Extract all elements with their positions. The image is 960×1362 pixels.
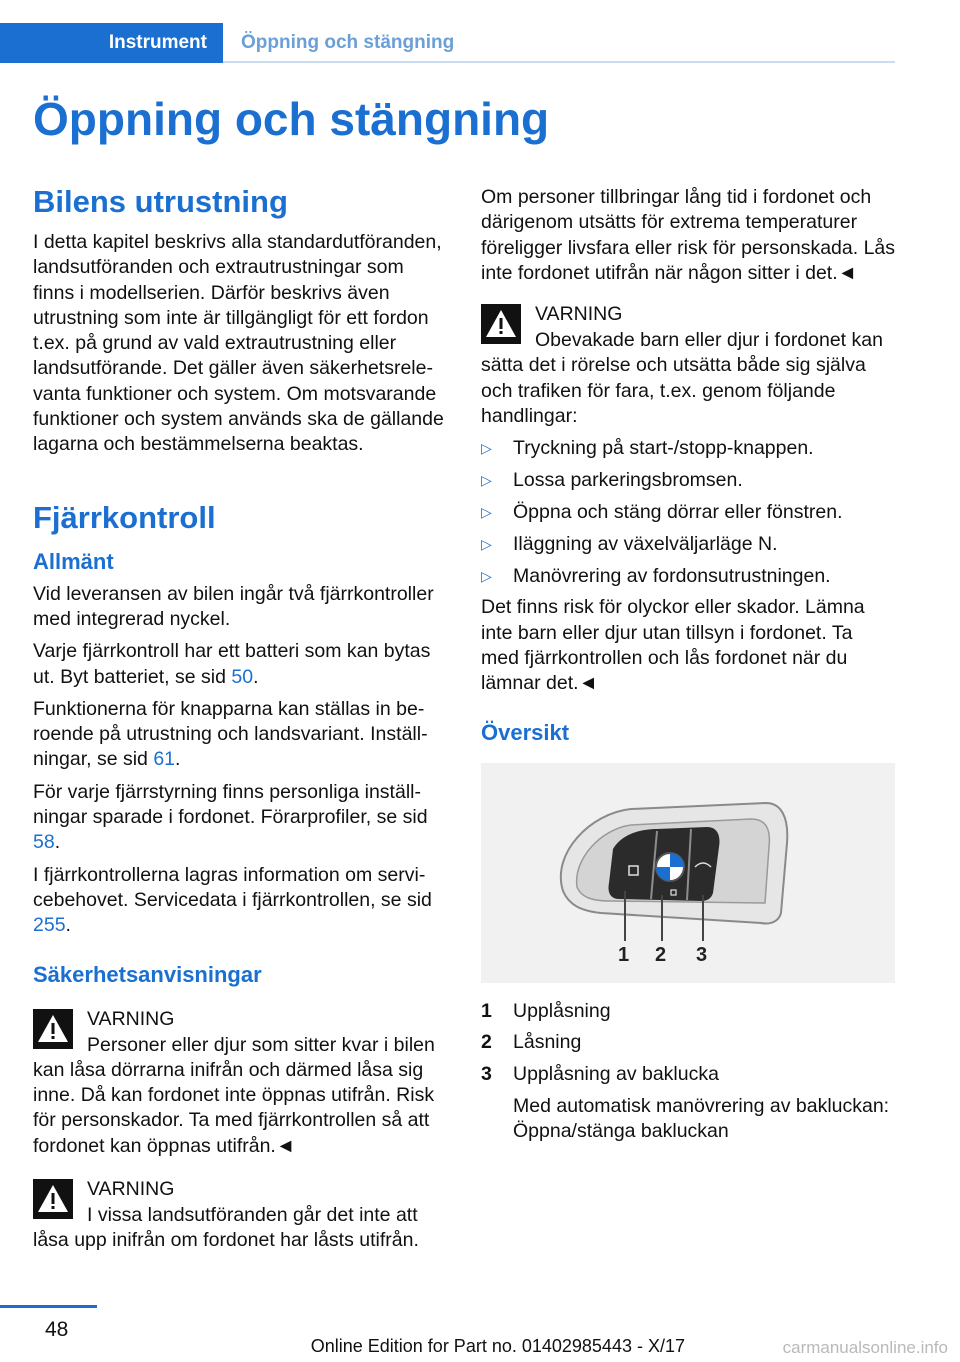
figure-label-3: 3 bbox=[696, 943, 708, 966]
footer-accent-line bbox=[0, 1305, 97, 1308]
edition-note: Online Edition for Part no. 01402985443 - X/17 bbox=[310, 1336, 685, 1356]
warning-triangle-icon bbox=[33, 1179, 73, 1219]
header-tabbar bbox=[0, 23, 895, 63]
paragraph-continued-warning: Om personer tillbringar lång tid i fordonet och därigenom utsätts för extrema temperaturer föreligger livsfara eller risk för personskada. Lås inte fordonet utifrån när någon sitter i det.◄ bbox=[481, 186, 896, 284]
page-title: Öppning och stängning bbox=[33, 93, 550, 145]
legend-item: 2 Låsning bbox=[481, 1031, 582, 1054]
warning-block-1 bbox=[33, 1007, 445, 1159]
warning-label: VARNING bbox=[87, 1178, 175, 1201]
triangle-bullet-icon: ▷ bbox=[481, 472, 492, 489]
paragraph-risk: Det finns risk för olyckor eller skador. Lämna inte barn eller djur utan tillsyn i fordonet. Ta med fjärrkontrollen och lås fordonet när du lämnar det.◄ bbox=[481, 596, 865, 695]
subheading-safety: Säkerhetsanvisningar bbox=[33, 961, 262, 987]
paragraph-profiles: För varje fjärrstyrning finns personliga inställningar sparade i fordonet. Förarprofiler, se sid 58. bbox=[33, 780, 428, 854]
list-item: ▷ Tryckning på start-/stopp-knappen. bbox=[481, 436, 895, 461]
warning-text: Personer eller djur som sitter kvar i bilen kan låsa dörrarna inifrån och därmed låsa sig inne. Då kan fordonet inte öppnas utifrån. Risk för personskador. Ta med fjärrkontrollen så att fordonet kan öppnas utifrån.◄ bbox=[33, 1033, 435, 1157]
legend-item: 3 Upplåsning av baklucka bbox=[481, 1063, 719, 1086]
section-heading-equipment: Bilens utrustning bbox=[33, 184, 288, 219]
equipment-paragraph: I detta kapitel beskrivs alla standardutföranden, landsutföranden och extrautrustningar som finns i modellserien. Därför beskrivs även utrustning som inte är tillgängligt för ett fordon t.ex. på grund av vald extrautrustning eller landsutförande. Det gäller även säkerhetsrelevanta funktioner och system. Om motsvarande funktioner och system används ska de gällande lagarna och bestämmelserna beaktas. bbox=[33, 231, 444, 456]
figure-label-2: 2 bbox=[655, 943, 667, 966]
legend-subtext: Med automatisk manövrering av bakluckan: Öppna/stänga bakluckan bbox=[513, 1094, 890, 1143]
tab-opening-closing[interactable]: Öppning och stängning bbox=[241, 32, 455, 53]
watermark: carmanualsonline.info bbox=[782, 1338, 948, 1357]
warning-block-3 bbox=[481, 302, 895, 429]
page-link-58[interactable]: 58 bbox=[33, 831, 55, 854]
left-column bbox=[33, 182, 445, 1261]
triangle-bullet-icon: ▷ bbox=[481, 503, 492, 520]
figure-legend bbox=[481, 999, 895, 1088]
paragraph-functions: Funktionerna för knapparna kan ställas in beroende på utrustning och landsvariant. Inställningar, se sid 61. bbox=[33, 697, 428, 771]
tab-underline bbox=[223, 61, 895, 63]
section-heading-remote: Fjärrkontroll bbox=[33, 499, 216, 535]
page-number: 48 bbox=[45, 1318, 69, 1341]
legend-item: 1 Upplåsning bbox=[481, 999, 611, 1022]
warning-text: I vissa landsutföranden går det inte att låsa upp inifrån om fordonet har låsts utifrån. bbox=[33, 1204, 419, 1252]
triangle-bullet-icon: ▷ bbox=[481, 567, 492, 584]
list-item: ▷ Lossa parkeringsbromsen. bbox=[481, 468, 895, 493]
list-item: ▷ Öppna och stäng dörrar eller fönstren. bbox=[481, 500, 895, 525]
paragraph-service: I fjärrkontrollerna lagras information om servicebehovet. Servicedata i fjärrkontrollen, se sid 255. bbox=[33, 863, 432, 937]
list-item: ▷ Manövrering av fordonsutrustningen. bbox=[481, 564, 895, 589]
subheading-overview: Översikt bbox=[481, 719, 570, 745]
tab-instrument[interactable]: Instrument bbox=[0, 23, 223, 63]
car-key-illustration bbox=[481, 763, 895, 983]
figure-label-1: 1 bbox=[618, 943, 630, 966]
warning-triangle-icon bbox=[33, 1009, 73, 1049]
list-item: ▷ Iläggning av växelväljarläge N. bbox=[481, 532, 895, 557]
page-link-50[interactable]: 50 bbox=[231, 665, 254, 688]
warning-label: VARNING bbox=[535, 303, 623, 326]
warning-triangle-icon bbox=[481, 304, 521, 344]
hazard-list bbox=[481, 436, 895, 588]
triangle-bullet-icon: ▷ bbox=[481, 535, 492, 552]
warning-block-2 bbox=[33, 1177, 445, 1254]
paragraph-keys: Vid leveransen av bilen ingår två fjärrkontroller med integrerad nyckel. bbox=[33, 582, 434, 630]
page-link-255[interactable]: 255 bbox=[33, 914, 66, 937]
right-column bbox=[481, 185, 895, 1152]
page-link-61[interactable]: 61 bbox=[153, 748, 176, 771]
remote-key-figure bbox=[481, 763, 895, 983]
warning-text: Obevakade barn eller djur i fordonet kan sätta det i rörelse och utsätta både sig själva och trafiken för fara, t.ex. genom följande handlingar: bbox=[481, 329, 883, 428]
subheading-general: Allmänt bbox=[33, 548, 114, 574]
paragraph-battery: Varje fjärrkontroll har ett batteri som kan bytas ut. Byt batteriet, se sid 50. bbox=[33, 640, 431, 688]
triangle-bullet-icon: ▷ bbox=[481, 440, 492, 457]
warning-label: VARNING bbox=[87, 1007, 175, 1030]
